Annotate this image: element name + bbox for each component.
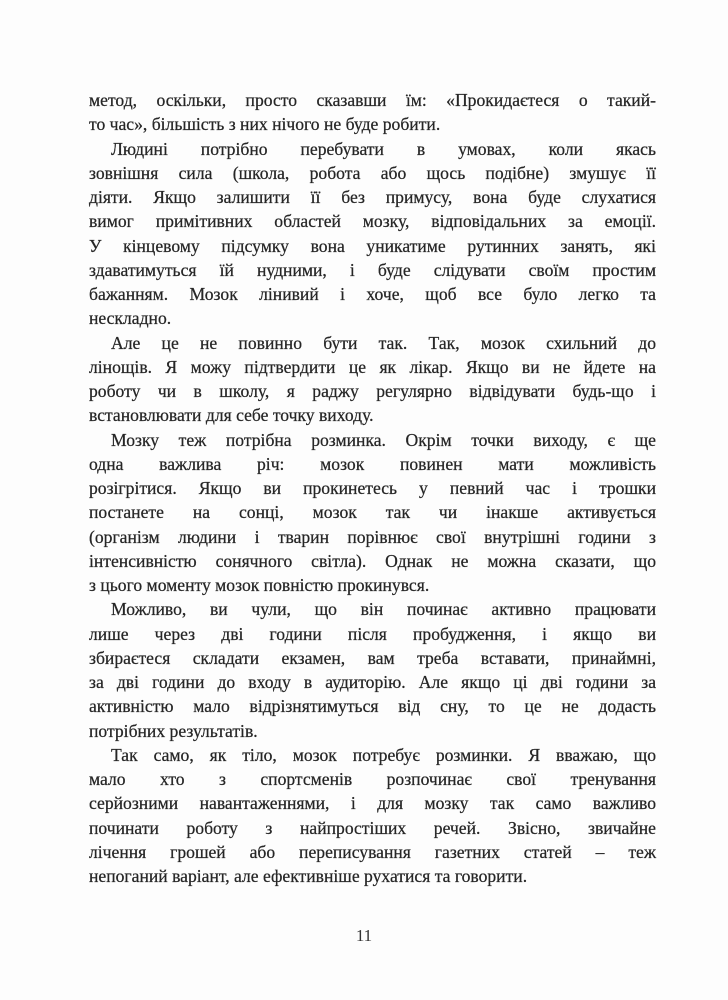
text-line: Але це не повинно бути так. Так, мозок схильний до	[111, 332, 656, 353]
paragraph	[89, 428, 656, 598]
page-number: 11	[355, 926, 373, 945]
text-line: бажанням. Мозок лінивий і хоче, щоб все було легко та	[89, 284, 656, 304]
text-line: встановлювати для себе точку виходу.	[89, 405, 374, 426]
text-line: лише через дві години після пробудження, і якщо ви	[89, 623, 656, 644]
text-line: Можливо, ви чули, що він починає активно працювати	[111, 599, 656, 620]
paragraph	[89, 137, 656, 331]
text-line: метод, оскільки, просто сказавши їм: «Прокидаєтеся о такий-	[89, 90, 656, 110]
text-line: постанете на сонці, мозок так чи інакше активується	[89, 502, 656, 523]
text-line: активністю мало відрізнятимуться від сну, то це не додасть	[89, 696, 656, 717]
text-line: одна важлива річ: мозок повинен мати можливість	[89, 453, 656, 474]
paragraph	[89, 743, 656, 889]
text-line: непоганий варіант, але ефективніше рухатися та говорити.	[89, 866, 528, 886]
text-line: інтенсивністю сонячного світла). Однак не можна сказати, що	[89, 550, 656, 571]
text-line: (організм людини і тварин порівнює свої внутрішні години з	[89, 526, 656, 547]
text-line: Людині потрібно перебувати в умовах, коли якась	[111, 138, 656, 159]
text-line: за дві години до входу в аудиторію. Але якщо ці дві години за	[89, 672, 656, 692]
text-line: У кінцевому підсумку вона уникатиме рутинних занять, які	[89, 235, 656, 256]
text-line: розігрітися. Якщо ви прокинетесь у певний час і трошки	[89, 478, 656, 498]
text-line: починати роботу з найпростіших речей. Звісно, звичайне	[89, 817, 656, 838]
text-line: збираєтеся складати екзамен, вам треба вставати, принаймні,	[89, 647, 656, 668]
text-line: здаватимуться їй нудними, і буде слідувати своїм простим	[89, 259, 656, 280]
text-line: то час», більшість з них нічого не буде робити.	[89, 114, 441, 135]
paragraph	[89, 88, 656, 137]
text-line: вимог примітивних областей мозку, відповідальних за емоції.	[89, 211, 656, 232]
text-line: лічення грошей або переписування газетних статей – теж	[89, 841, 656, 862]
text-line: зовнішня сила (школа, робота або щось подібне) змушує її	[89, 162, 656, 183]
body-text	[89, 88, 656, 888]
text-line: мало хто з спортсменів розпочинає свої тренування	[89, 769, 656, 789]
text-line: з цього моменту мозок повністю прокинувся.	[89, 575, 430, 595]
text-line: серйозними навантаженнями, і для мозку так само важливо	[89, 793, 656, 814]
text-line: роботу чи в школу, я раджу регулярно відвідувати будь-що і	[89, 381, 656, 401]
text-line: потрібних результатів.	[89, 720, 258, 741]
text-line: діяти. Якщо залишити її без примусу, вона буде слухатися	[89, 187, 656, 207]
paragraph	[89, 597, 656, 743]
text-line: лінощів. Я можу підтвердити це як лікар. Якщо ви не йдете на	[89, 356, 656, 377]
text-line: нескладно.	[89, 308, 172, 329]
text-line: Так само, як тіло, мозок потребує розминки. Я вважаю, що	[111, 744, 656, 765]
text-line: Мозку теж потрібна розминка. Окрім точки виходу, є ще	[111, 429, 656, 450]
paragraph	[89, 331, 656, 428]
